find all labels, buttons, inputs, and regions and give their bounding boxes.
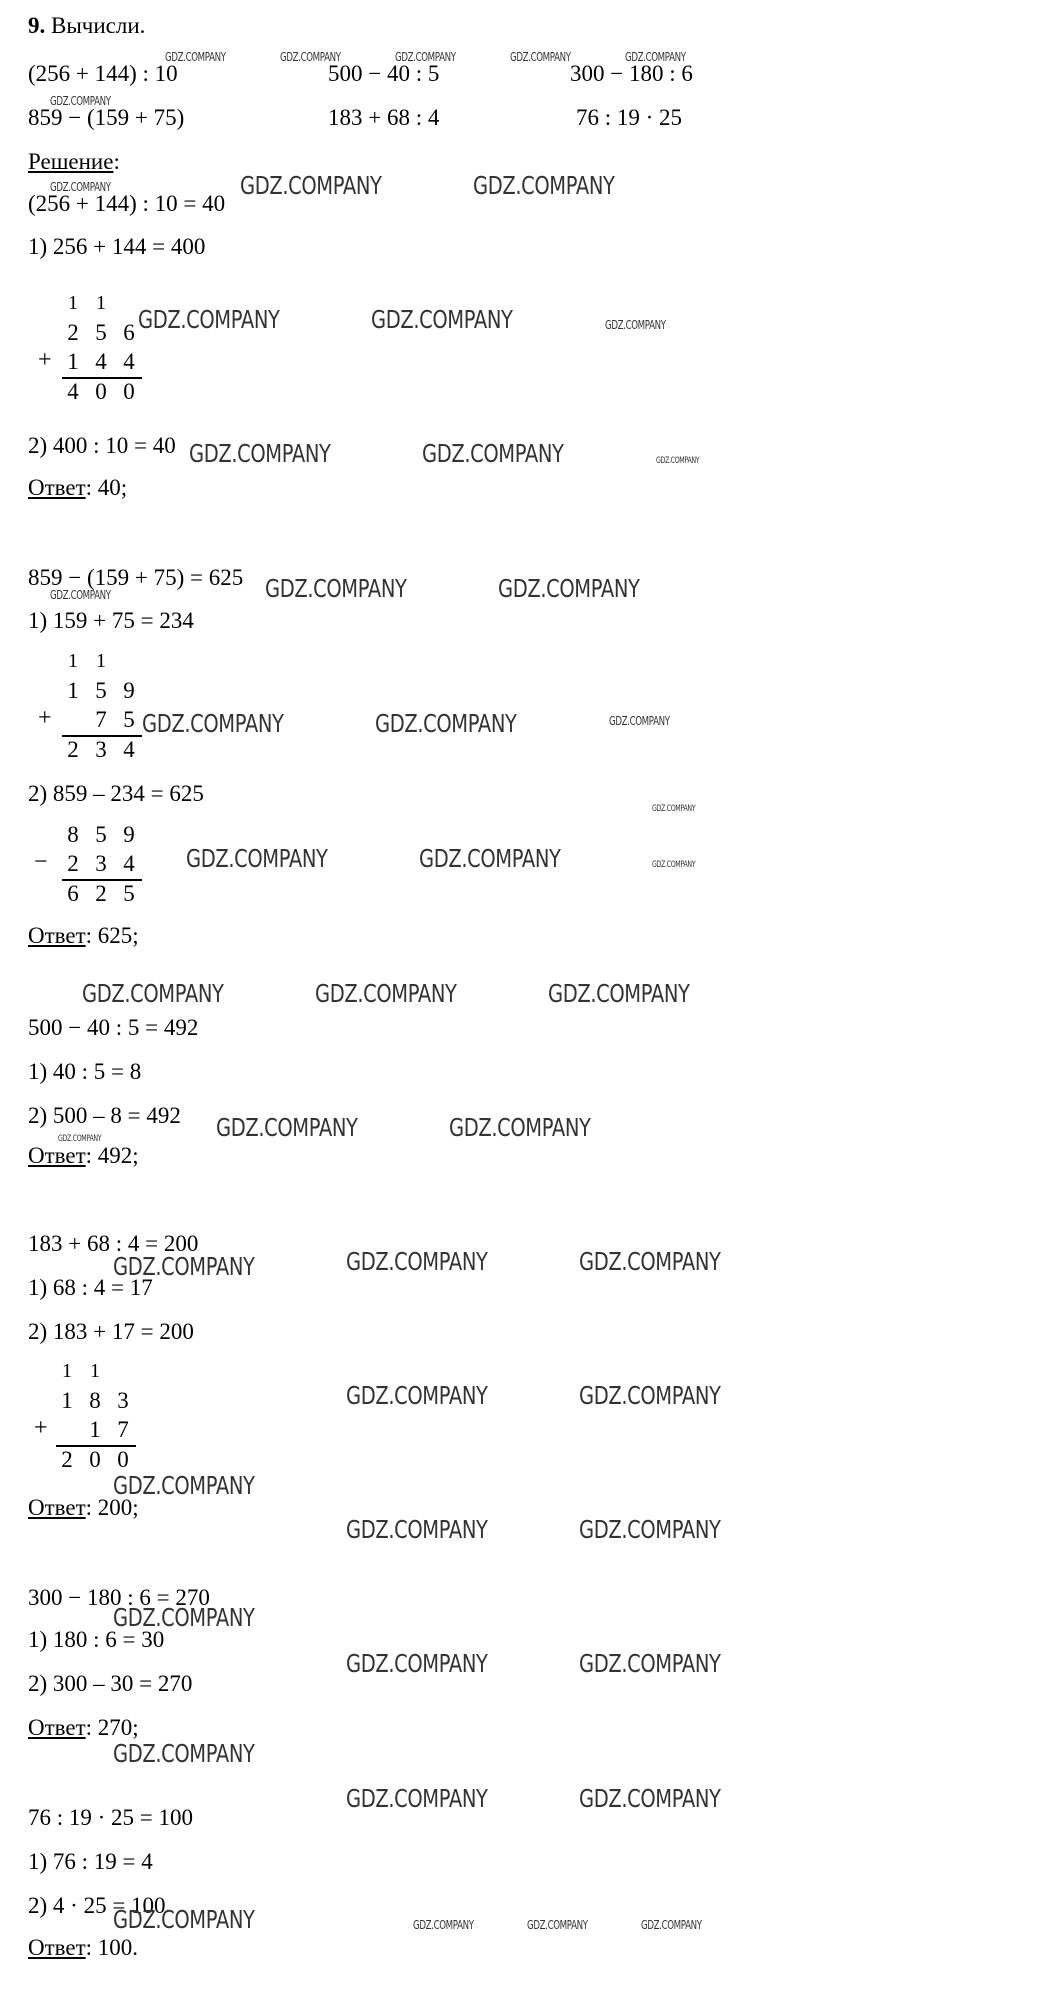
watermark: GDZ.COMPANY bbox=[419, 844, 561, 873]
watermark: GDZ.COMPANY bbox=[113, 1471, 255, 1500]
watermark: GDZ.COMPANY bbox=[652, 804, 696, 814]
watermark: GDZ.COMPANY bbox=[58, 1134, 102, 1144]
equation: 859 − (159 + 75) = 625 bbox=[28, 565, 244, 590]
digit: 1 bbox=[89, 1417, 101, 1442]
solution-heading: Решение: bbox=[28, 149, 120, 174]
carry-digit: 1 bbox=[96, 292, 106, 314]
watermark: GDZ.COMPANY bbox=[346, 1381, 488, 1410]
answer-line bbox=[28, 1934, 138, 1962]
equation: 500 − 40 : 5 = 492 bbox=[28, 1015, 199, 1040]
watermark: GDZ.COMPANY bbox=[652, 860, 696, 870]
digit: 5 bbox=[95, 678, 107, 703]
digit: 1 bbox=[61, 1388, 73, 1413]
watermark: GDZ.COMPANY bbox=[579, 1247, 721, 1276]
answer-line bbox=[28, 922, 139, 950]
expression: 76 : 19 · 25 bbox=[576, 105, 683, 130]
digit: 3 bbox=[95, 851, 107, 876]
watermark: GDZ.COMPANY bbox=[449, 1113, 591, 1142]
carry-digit: 1 bbox=[68, 650, 78, 672]
answer-value: : 270; bbox=[85, 1715, 139, 1740]
digit: 3 bbox=[117, 1388, 129, 1413]
watermark: GDZ.COMPANY bbox=[240, 171, 382, 200]
answer-line bbox=[28, 1714, 139, 1742]
watermark: GDZ.COMPANY bbox=[50, 94, 111, 108]
answer-line bbox=[28, 1142, 139, 1170]
watermark: GDZ.COMPANY bbox=[579, 1381, 721, 1410]
watermark: GDZ.COMPANY bbox=[510, 50, 571, 64]
watermark: GDZ.COMPANY bbox=[280, 50, 341, 64]
digit: 4 bbox=[123, 737, 135, 762]
digit: 4 bbox=[123, 349, 135, 374]
watermark: GDZ.COMPANY bbox=[609, 714, 670, 728]
digit: 1 bbox=[67, 678, 79, 703]
watermark: GDZ.COMPANY bbox=[165, 50, 226, 64]
answer-value: : 40; bbox=[85, 475, 128, 500]
watermark: GDZ.COMPANY bbox=[605, 318, 666, 332]
digit: 3 bbox=[95, 737, 107, 762]
watermark: GDZ.COMPANY bbox=[113, 1603, 255, 1632]
step: 1) 256 + 144 = 400 bbox=[28, 234, 206, 259]
answer-label: Ответ bbox=[28, 1143, 86, 1168]
watermark: GDZ.COMPANY bbox=[186, 844, 328, 873]
answer-value: : 492; bbox=[85, 1143, 139, 1168]
watermark: GDZ.COMPANY bbox=[371, 305, 513, 334]
equation: 76 : 19 · 25 = 100 bbox=[28, 1805, 194, 1830]
digit: 7 bbox=[117, 1417, 129, 1442]
task-header bbox=[28, 12, 145, 40]
watermark: GDZ.COMPANY bbox=[527, 1918, 588, 1932]
expression: 859 − (159 + 75) bbox=[28, 105, 185, 130]
expression: 183 + 68 : 4 bbox=[328, 105, 440, 130]
step: 1) 159 + 75 = 234 bbox=[28, 608, 194, 633]
solution-label: Решение bbox=[28, 149, 114, 174]
watermark: GDZ.COMPANY bbox=[422, 439, 564, 468]
digit: 8 bbox=[67, 822, 79, 847]
digit: 5 bbox=[95, 822, 107, 847]
digit: 2 bbox=[67, 851, 79, 876]
equation: (256 + 144) : 10 = 40 bbox=[28, 191, 226, 216]
digit: 0 bbox=[95, 379, 107, 404]
equation: 300 − 180 : 6 = 270 bbox=[28, 1585, 210, 1610]
carry-digit: 1 bbox=[62, 1360, 72, 1382]
watermark: GDZ.COMPANY bbox=[113, 1252, 255, 1281]
watermark: GDZ.COMPANY bbox=[50, 180, 111, 194]
watermark: GDZ.COMPANY bbox=[473, 171, 615, 200]
watermark: GDZ.COMPANY bbox=[113, 1905, 255, 1934]
plus-sign: + bbox=[34, 1415, 48, 1441]
minus-sign: − bbox=[34, 849, 48, 875]
step: 2) 4 · 25 = 100 bbox=[28, 1893, 166, 1918]
watermark: GDZ.COMPANY bbox=[113, 1739, 255, 1768]
watermark: GDZ.COMPANY bbox=[498, 574, 640, 603]
step: 1) 180 : 6 = 30 bbox=[28, 1627, 165, 1652]
expression: 300 − 180 : 6 bbox=[570, 61, 693, 86]
watermark: GDZ.COMPANY bbox=[138, 305, 280, 334]
equation: 183 + 68 : 4 = 200 bbox=[28, 1231, 199, 1256]
watermark: GDZ.COMPANY bbox=[82, 979, 224, 1008]
task-title: Вычисли. bbox=[51, 13, 146, 38]
plus-sign: + bbox=[38, 705, 52, 731]
watermark: GDZ.COMPANY bbox=[656, 456, 700, 466]
digit: 2 bbox=[95, 881, 107, 906]
digit: 1 bbox=[67, 349, 79, 374]
digit: 7 bbox=[95, 707, 107, 732]
step: 2) 400 : 10 = 40 bbox=[28, 433, 176, 458]
digit: 9 bbox=[123, 678, 135, 703]
step: 2) 300 – 30 = 270 bbox=[28, 1671, 193, 1696]
digit: 4 bbox=[67, 379, 79, 404]
digit: 0 bbox=[123, 379, 135, 404]
answer-value: : 625; bbox=[85, 923, 139, 948]
step: 1) 40 : 5 = 8 bbox=[28, 1059, 142, 1084]
answer-line bbox=[28, 474, 127, 502]
watermark: GDZ.COMPANY bbox=[346, 1247, 488, 1276]
digit: 6 bbox=[67, 881, 79, 906]
watermark: GDZ.COMPANY bbox=[346, 1784, 488, 1813]
watermark: GDZ.COMPANY bbox=[142, 709, 284, 738]
watermark: GDZ.COMPANY bbox=[346, 1649, 488, 1678]
watermark: GDZ.COMPANY bbox=[50, 588, 111, 602]
digit: 6 bbox=[123, 320, 135, 345]
digit: 2 bbox=[61, 1447, 73, 1472]
answer-label: Ответ bbox=[28, 1935, 86, 1960]
step: 1) 76 : 19 = 4 bbox=[28, 1849, 153, 1874]
carry-digit: 1 bbox=[96, 650, 106, 672]
step: 2) 500 – 8 = 492 bbox=[28, 1103, 181, 1128]
watermark: GDZ.COMPANY bbox=[641, 1918, 702, 1932]
watermark: GDZ.COMPANY bbox=[216, 1113, 358, 1142]
digit: 0 bbox=[117, 1447, 129, 1472]
digit: 8 bbox=[89, 1388, 101, 1413]
watermark: GDZ.COMPANY bbox=[579, 1784, 721, 1813]
answer-value: : 100. bbox=[85, 1935, 139, 1960]
digit: 5 bbox=[123, 707, 135, 732]
answer-label: Ответ bbox=[28, 1715, 86, 1740]
step: 2) 859 – 234 = 625 bbox=[28, 781, 204, 806]
watermark: GDZ.COMPANY bbox=[548, 979, 690, 1008]
digit: 4 bbox=[95, 349, 107, 374]
digit: 2 bbox=[67, 320, 79, 345]
watermark: GDZ.COMPANY bbox=[315, 979, 457, 1008]
watermark: GDZ.COMPANY bbox=[265, 574, 407, 603]
expression: (256 + 144) : 10 bbox=[28, 61, 178, 86]
watermark: GDZ.COMPANY bbox=[375, 709, 517, 738]
watermark: GDZ.COMPANY bbox=[579, 1649, 721, 1678]
answer-label: Ответ bbox=[28, 475, 86, 500]
watermark: GDZ.COMPANY bbox=[346, 1515, 488, 1544]
digit: 9 bbox=[123, 822, 135, 847]
carry-digit: 1 bbox=[68, 292, 78, 314]
watermark: GDZ.COMPANY bbox=[579, 1515, 721, 1544]
digit: 0 bbox=[89, 1447, 101, 1472]
plus-sign: + bbox=[38, 347, 52, 373]
step: 1) 68 : 4 = 17 bbox=[28, 1275, 153, 1300]
expression: 500 − 40 : 5 bbox=[328, 61, 440, 86]
watermark: GDZ.COMPANY bbox=[625, 50, 686, 64]
answer-value: : 200; bbox=[85, 1495, 139, 1520]
watermark: GDZ.COMPANY bbox=[189, 439, 331, 468]
digit: 4 bbox=[123, 851, 135, 876]
digit: 2 bbox=[67, 737, 79, 762]
digit: 5 bbox=[123, 881, 135, 906]
carry-digit: 1 bbox=[90, 1360, 100, 1382]
watermark: GDZ.COMPANY bbox=[395, 50, 456, 64]
answer-label: Ответ bbox=[28, 923, 86, 948]
step: 2) 183 + 17 = 200 bbox=[28, 1319, 194, 1344]
digit: 5 bbox=[95, 320, 107, 345]
task-number: 9. bbox=[28, 13, 46, 38]
answer-label: Ответ bbox=[28, 1495, 86, 1520]
watermark: GDZ.COMPANY bbox=[413, 1918, 474, 1932]
